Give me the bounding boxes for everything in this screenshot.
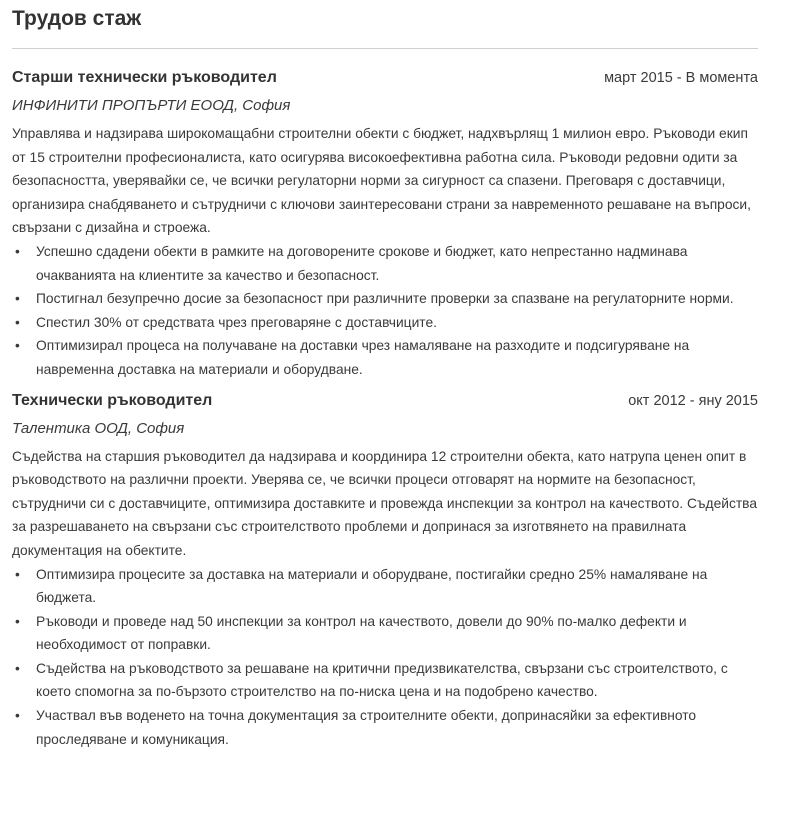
job-achievements bbox=[12, 563, 758, 752]
achievement-text: Ръководи и проведе над 50 инспекции за контрол на качеството, довели до 90% по-малко дефекти и необходимост от поправки. bbox=[36, 613, 687, 653]
section-title: Трудов стаж bbox=[12, 7, 142, 30]
achievement-item bbox=[12, 704, 758, 751]
job-description: Управлява и надзирава широкомащабни строителни обекти с бюджет, надхвърлящ 1 милион евро. Ръководи екип от 15 строителни професионалиста, като осигурява високоефективна работна сила. Ръководи редовни одити за безопасността, уверявайки се, че всички регулаторни норми за сигурност са спазени. Преговаря с доставчици, организира снабдяването и сътрудничи с ключови заинтересовани страни за навременното решаване на въпроси, свързани с дизайна и строежа. bbox=[12, 126, 751, 236]
achievement-text: Спестил 30% от средствата чрез преговаряне с доставчиците. bbox=[36, 314, 437, 330]
bullet-icon: • bbox=[15, 660, 20, 676]
achievement-text: Участвал във воденето на точна документация за строителните обекти, допринасяйки за ефективното проследяване и комуникация. bbox=[36, 708, 697, 747]
achievement-item bbox=[12, 240, 758, 287]
job-achievements bbox=[12, 240, 758, 382]
achievement-item bbox=[12, 287, 758, 311]
job-title: Технически ръководител bbox=[12, 391, 213, 409]
bullet-icon: • bbox=[15, 243, 20, 259]
job-entry bbox=[12, 392, 758, 752]
bullet-icon: • bbox=[15, 338, 20, 354]
bullet-icon: • bbox=[15, 314, 20, 330]
job-company: Талентика ООД, София bbox=[12, 419, 185, 437]
job-header bbox=[12, 392, 758, 416]
achievement-item bbox=[12, 657, 758, 704]
achievement-text: Постигнал безупречно досие за безопасност при различните проверки за спазване на регулаторните норми. bbox=[36, 291, 734, 307]
bullet-icon: • bbox=[15, 613, 20, 629]
achievement-item bbox=[12, 311, 758, 335]
job-entry bbox=[12, 69, 758, 382]
achievement-text: Оптимизирал процеса на получаване на доставки чрез намаляване на разходите и подсигуряване на навременна доставка на материали и оборудване. bbox=[36, 338, 690, 377]
achievement-item bbox=[12, 563, 758, 610]
achievement-item bbox=[12, 334, 758, 381]
job-header bbox=[12, 69, 758, 93]
bullet-icon: • bbox=[15, 291, 20, 307]
bullet-icon: • bbox=[15, 708, 20, 724]
job-date: окт 2012 - яну 2015 bbox=[628, 392, 758, 409]
job-date: март 2015 - В момента bbox=[604, 70, 758, 86]
job-description: Съдейства на старшия ръководител да надзирава и координира 12 строителни обекта, като натрупа ценен опит в ръководството на различни проекти. Уверява се, че всички процеси отговарят на нормите на безопасност, сътрудничи си с доставчиците, оптимизира доставките и провежда инспекции за контрол на качеството. Съдейства за разрешаването на свързани със строителството проблеми и допринася за изготвянето на правилната документация на обектите. bbox=[12, 448, 758, 558]
job-company: ИНФИНИТИ ПРОПЪРТИ ЕООД, София bbox=[12, 97, 291, 114]
achievement-text: Оптимизира процесите за доставка на материали и оборудване, постигайки средно 25% намаляване на бюджета. bbox=[36, 566, 708, 606]
achievement-text: Съдейства на ръководството за решаване на критични предизвикателства, свързани със строителството, с което спомогна за по-бързото строителство на по-ниска цена и на подобрено качество. bbox=[36, 660, 728, 700]
bullet-icon: • bbox=[15, 566, 20, 582]
job-title: Старши технически ръководител bbox=[12, 69, 277, 86]
section-divider bbox=[12, 48, 758, 49]
achievement-item bbox=[12, 610, 758, 657]
achievement-text: Успешно сдадени обекти в рамките на договорените срокове и бюджет, като непрестанно надминава очакванията на клиентите за качество и безопасност. bbox=[36, 243, 688, 283]
